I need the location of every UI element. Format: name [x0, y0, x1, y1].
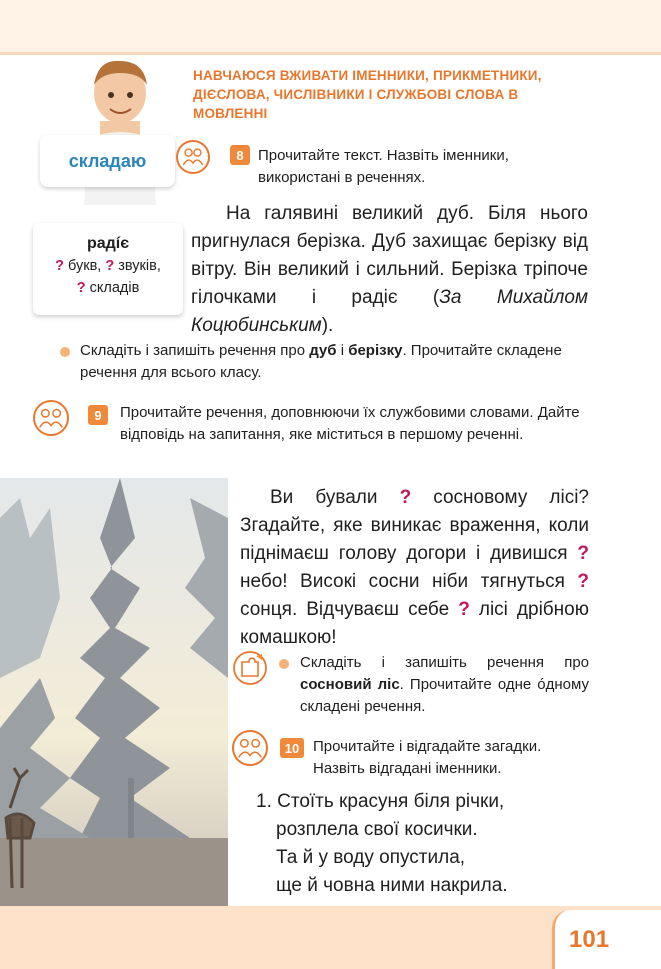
task-9-instruction: Прочитайте речення, доповнюючи їх службовими словами. Дайте відповідь на запитання, яке міститься в першому реченні. [120, 404, 580, 443]
task-8-instruction: Прочитайте текст. Назвіть іменники, використані в реченнях. [258, 147, 509, 186]
task-10-badge: 10 [280, 738, 304, 758]
task-8-badge: 8 [230, 145, 250, 165]
task-10-instruction: Прочитайте і відгадайте загадки. Назвіть відгадані іменники. [313, 738, 542, 777]
page-number: 101 [552, 910, 661, 969]
group-work-icon [33, 400, 69, 436]
riddle [256, 788, 508, 900]
riddle-line: 1. Стоїть красуня біля річки, [256, 791, 505, 812]
task-9-badge: 9 [88, 405, 108, 425]
top-band [0, 0, 661, 55]
pair-work-icon [176, 140, 210, 174]
task-8-bullet: Складіть і запишіть речення про дуб і берізку. Прочитайте складене речення для всього класу. [80, 342, 562, 381]
riddle-line: ще й човна ними накрила. [276, 875, 508, 896]
riddle-line: Та й у воду опустила, [276, 847, 466, 868]
task-8-text: На галявині великий дуб. Біля нього пригнулася берізка. Дуб захищає берізку від вітру. Він великий і сильний. Берізка тріпоче гілочками і радіє (За Михайлом Коцюбинським). [191, 203, 588, 336]
task-9-bullet: Складіть і запишіть речення про сосновий ліс. Прочитайте одне óдному складені речення. [300, 654, 589, 715]
word-analysis-card: радíє ? букв, ? звуків, ? складів [33, 223, 183, 315]
sign-card [40, 135, 175, 187]
puzzle-icon [232, 650, 268, 686]
sign-label: складаю [68, 150, 147, 171]
bullet-dot [60, 347, 70, 357]
group-work-icon-2 [232, 730, 268, 766]
riddle-line: розплела свої косички. [276, 819, 478, 840]
task-9-text: Ви бували ? сосновому лісі? Згадайте, яке виникає враження, коли піднімаєш голову догори і дивишся ? небо! Високі сосни ніби тягнуться ? сонця. Відчуваєш себе ? лісі дрібною комашкою! [240, 487, 589, 648]
bullet-dot [279, 659, 289, 669]
analysis-word: радíє [86, 235, 130, 252]
forest-illustration [0, 478, 228, 906]
lesson-heading: НАВЧАЮСЯ ВЖИВАТИ ІМЕННИКИ, ПРИКМЕТНИКИ, ДІЄСЛОВА, ЧИСЛІВНИКИ І СЛУЖБОВІ СЛОВА В МОВЛЕННІ [193, 68, 542, 121]
